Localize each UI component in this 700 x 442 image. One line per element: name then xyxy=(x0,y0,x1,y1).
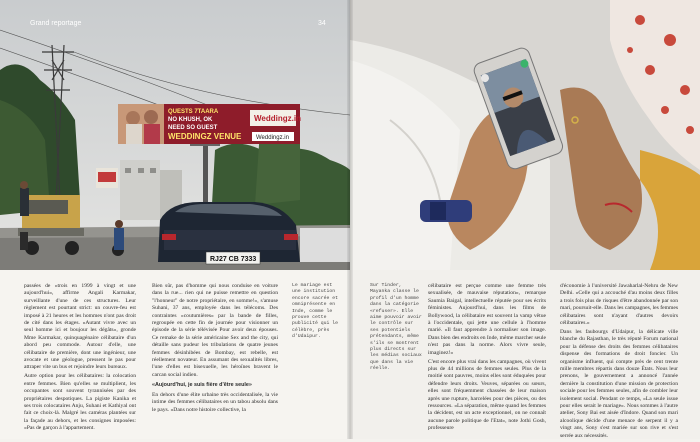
paragraph: passées de «trois en 1999 à vingt et une aujourd'hui», affirme Angali Karmakar, surveillante d'une de ces structures. Leur règlement est pourtant strict: un couvre-feu est imposé à 21 heures et les hommes n'ont pas droit de cité dans les étages. «Autant vivre avec un seul homme ici et boujour les dégâts», gronde Mme Karmakar, quinquagénaire célibataire d'un abord peu commode. Autour d'elle, une célibataire de première, dont une ingénieur, une avocate et une géologue, pressent le pas pour attraper vite un bus et rejoindre leurs bureaux. xyxy=(24,283,136,371)
article-column-3 xyxy=(428,283,546,434)
billboard-line-2: NO KHUSH, OK xyxy=(168,117,213,123)
billboard-line-1: QUESTS 7TAARA xyxy=(168,109,219,115)
article-column-2 xyxy=(152,283,278,415)
billboard-line-3: NEED SO GUEST xyxy=(168,125,218,131)
subheading: «Aujourd'hui, je suis fière d'être seule» xyxy=(152,382,252,389)
paragraph: célibataire est perçue comme une femme très sexualisée, de mauvaise réputation», remarque Saumia Baigal, intellectuelle réputée pour ses écrits féministes. Aujourd'hui, dans les films de Bollywood, la célibataire est souvent la vamp vêtue à l'occidentale, qui jette une cellule à l'homme marié. «Il faut apprendre à normaliser son image. Dans bien des endroits en Inde, même marcher seule n'est pas dans la norme. Alors vivre seule, imaginez!» xyxy=(428,283,546,356)
photo-caption-left: Le mariage est une institution encore sacrée et omniprésente en Inde, comme le prouve cette publicité qui le célèbre, près d'Udaipur. xyxy=(292,283,339,340)
paragraph: En dehors d'une élite urbaine très occidentalisée, la vie intime des femmes célibataires en un tabou absolu dans le pays. «Dans notre histoire collective, la xyxy=(152,391,278,413)
article-column-1 xyxy=(24,283,136,434)
paragraph: Dans les faubourgs d'Udaipur, la délicate ville blanche du Rajasthan, le très réputé Forum national pour la défense des droits des femmes célibataires dispense des formations de droit foncier. Un organisme influent, qui compte près de cent trente mille membres répartis dans douze États. Nous leur prenons, le gouvernement a annoncé l'année dernière la constitution d'une mission de protection sociale pour les femmes seules, afin de combler leur isolement social. Pendant ce temps, «La seule issue pour elles serait le mariage». Nous sommes à l'autre atelier, Sony Bai est aisée d'Indore. Quand son mari alcoolique décide d'une menace de serpent il y a vingt ans, Sony s'est mariée sur son rive et s'est serrée aux nécessités. xyxy=(560,328,678,439)
billboard-web: Weddingz.in xyxy=(256,135,289,141)
street-billboard-photo xyxy=(0,0,350,270)
page-number: 34 xyxy=(318,20,326,27)
paragraph: d'économie à l'université Jawaharlal-Nehru de New Delhi. «Celle qui a accouché d'au moins deux filles a trois fois plus de risques d'être abandonnée par son mari, poursuit-elle. Dans les campagnes, les femmes célibataires sont n'ayant d'autres devoirs célibataires.» xyxy=(560,283,678,327)
page-gutter xyxy=(347,0,353,439)
smartphone-hands-photo xyxy=(350,0,700,270)
photo-caption-right: Sur Tinder, Mayanka classe le profil d'un homme dans la catégorie «refuser». Elle aime pouvoir avoir le contrôle sur ses potentiels prétendants, même s'ils se montrent plus directs sur les médias sociaux que dans la vie réelle. xyxy=(370,283,422,372)
section-label: Grand reportage xyxy=(30,20,82,27)
article-column-4 xyxy=(560,283,678,442)
license-plate: RJ27 CB 7333 xyxy=(210,256,257,263)
paragraph: Bien sûr, pas d'homme qui nous conduise en voiture dans la rue... rien qui ne puisse remettre en question "l'honneur" de notre propriétaire, en somme!», s'amuse Suhani, 37 ans, employée dans les télécoms. Des contraintes «coutumières» par la bande de filles, regroupée en cette fin de journée pour visionner un épisode de la série télévisée Pour avoir deux épouses. Ce remake de la série américaine Sex and the city, qui détaille sans pudeur les tribulations de quatre jeunes femmes désinhibées de Bombay, est rebelle, est réellement novateur. En assumant des sexualités libres, l'une d'elles est bisexuelle, les héroïnes bravent le carcan social indien. xyxy=(152,283,278,378)
paragraph: Autre option pour les célibataires: la colocation entre femmes. Bien qu'elles se multiplient, les occupantes sont souvent tyrannisées par des propriétaires despotiques. La pigiste Kanika et ses trois colocataires Anju, Suhani et Kathiyal ont fait ce choix-là. Malgré les caméras plantées sur la façade au dehors, et les consignes imposées: «Pas de garçon à l'appartement. xyxy=(24,373,136,432)
billboard-line-4: WEDDINGZ VENUE xyxy=(168,132,242,141)
billboard-brand: Weddingz.in xyxy=(254,114,301,123)
paragraph: C'est encore plus vrai dans les campagnes, où vivent plus de 44 millions de femmes seules. Plus de la moitié sont pauvres, moins elles sont éduquées pour défendre leurs droits. Veuves, séparées ou sœurs, elles sont fréquemment chassées de leur maison après une rupture, harcelées pour des pièces, ou des ressources. «La séparation, même quand les femmes la décident, est un acte exceptionnel, on ne connaît aucune parole politique de l'Etat», note Jothi Gosh, professeure xyxy=(428,358,546,432)
